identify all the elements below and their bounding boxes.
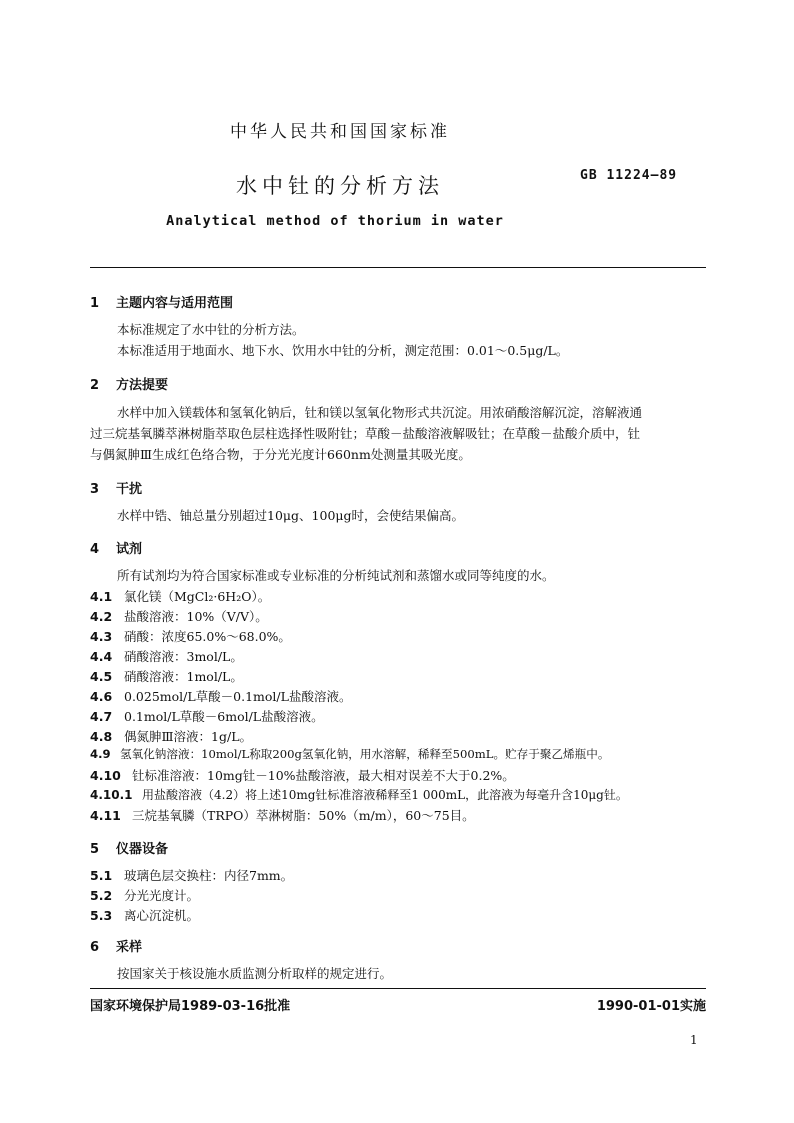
section-3-heading: 3 干扰 (90, 482, 143, 497)
reagent-item: 4.5 硝酸溶液：1mol/L。 (90, 669, 243, 684)
standard-org: 中华人民共和国国家标准 (230, 122, 450, 142)
reagent-item: 4.8 偶氮胂Ⅲ溶液：1g/L。 (90, 729, 253, 744)
document-title-en: Analytical method of thorium in water (166, 213, 504, 229)
reagent-item: 4.2 盐酸溶液：10%（V/V）。 (90, 609, 268, 624)
section-1-heading: 1 主题内容与适用范围 (90, 296, 234, 311)
section-6-line-1: 按国家关于核设施水质监测分析取样的规定进行。 (117, 966, 393, 981)
section-4-heading: 4 试剂 (90, 542, 143, 557)
section-5-heading: 5 仪器设备 (90, 842, 169, 857)
reagent-item: 4.9 氢氧化钠溶液：10mol/L称取200g氢氧化钠，用水溶解，稀释至500mL。贮存于聚乙烯瓶中。 (90, 747, 610, 761)
reagent-item: 4.3 硝酸：浓度65.0%～68.0%。 (90, 629, 291, 644)
section-2-line-1: 水样中加入镁载体和氢氧化钠后，钍和镁以氢氧化物形式共沉淀。用浓硝酸溶解沉淀，溶解液通 (117, 405, 643, 420)
equipment-item: 5.1 玻璃色层交换柱：内径7mm。 (90, 868, 294, 883)
section-2-line-2: 过三烷基氧膦萃淋树脂萃取色层柱选择性吸附钍；草酸－盐酸溶液解吸钍；在草酸－盐酸介质中，钍 (90, 426, 641, 441)
section-6-heading: 6 采样 (90, 940, 143, 955)
reagent-item: 4.7 0.1mol/L草酸－6mol/L盐酸溶液。 (90, 709, 324, 724)
reagent-item: 4.4 硝酸溶液：3mol/L。 (90, 649, 243, 664)
reagent-item: 4.10.1 用盐酸溶液（4.2）将上述10mg钍标准溶液稀释至1 000mL，此溶液为每毫升含10μg钍。 (90, 788, 628, 802)
reagent-item: 4.11 三烷基氧膦（TRPO）萃淋树脂：50%（m/m），60～75目。 (90, 808, 475, 823)
reagent-item: 4.1 氯化镁（MgCl₂·6H₂O）。 (90, 589, 271, 604)
section-1-line-2: 本标准适用于地面水、地下水、饮用水中钍的分析，测定范围：0.01～0.5μg/L。 (117, 343, 569, 358)
section-3-line-1: 水样中锆、铀总量分别超过10μg、100μg时，会使结果偏高。 (117, 508, 465, 523)
equipment-item: 5.2 分光光度计。 (90, 888, 200, 903)
section-4-intro: 所有试剂均为符合国家标准或专业标准的分析纯试剂和蒸馏水或同等纯度的水。 (117, 568, 555, 583)
reagent-item: 4.10 钍标准溶液：10mg钍－10%盐酸溶液，最大相对误差不大于0.2%。 (90, 768, 515, 783)
section-2-heading: 2 方法提要 (90, 378, 169, 393)
effective-date: 1990-01-01实施 (596, 999, 706, 1014)
approval-date: 国家环境保护局1989-03-16批准 (90, 999, 291, 1014)
section-1-line-1: 本标准规定了水中钍的分析方法。 (117, 322, 305, 337)
document-title-cn: 水中钍的分析方法 (236, 174, 444, 198)
page-number: 1 (690, 1033, 698, 1047)
standard-number: GB 11224—89 (580, 168, 678, 183)
reagent-item: 4.6 0.025mol/L草酸－0.1mol/L盐酸溶液。 (90, 689, 352, 704)
section-2-line-3: 与偶氮胂Ⅲ生成红色络合物，于分光光度计660nm处测量其吸光度。 (90, 447, 471, 462)
equipment-item: 5.3 离心沉淀机。 (90, 908, 200, 923)
bottom-rule (90, 988, 706, 989)
top-rule (90, 267, 706, 268)
